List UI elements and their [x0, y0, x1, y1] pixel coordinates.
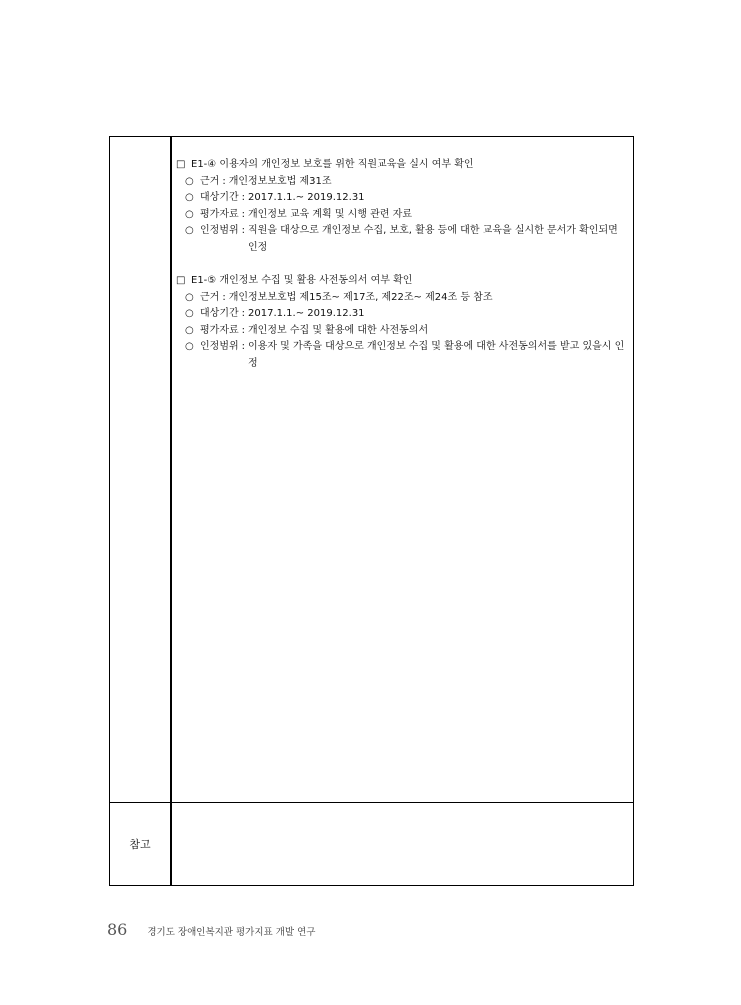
section-heading: [176, 157, 631, 174]
item-label: 인정범위: [200, 225, 239, 236]
item-value: 2017.1.1.~ 2019.12.31: [248, 192, 365, 203]
page-footer: [107, 920, 315, 939]
circle-bullet-icon: ○: [185, 192, 194, 203]
column-divider: [170, 137, 172, 885]
circle-bullet-icon: ○: [185, 175, 194, 187]
item-separator: :: [241, 208, 246, 220]
item-separator: :: [241, 308, 246, 319]
circle-bullet-icon: ○: [185, 341, 194, 352]
item-value: 개인정보보호법 제31조: [228, 175, 332, 187]
item-value: 직원을 대상으로 개인정보 수집, 보호, 활용 등에 대한 교육을 실시한 문서가 확인되면 인정: [248, 225, 618, 253]
item-value: 개인정보보호법 제15조~ 제17조, 제22조~ 제24조 등 참조: [228, 291, 493, 303]
document-title: 경기도 장애인복지관 평가지표 개발 연구: [147, 927, 316, 938]
section-e1-4: [176, 157, 631, 256]
circle-bullet-icon: ○: [185, 225, 194, 236]
square-bullet-icon: □: [176, 159, 186, 170]
item-separator: :: [241, 192, 246, 203]
item-value: 이용자 및 가족을 대상으로 개인정보 수집 및 활용에 대한 사전동의서를 받고 있을시 인정: [248, 341, 625, 369]
list-item: [176, 306, 631, 323]
circle-bullet-icon: ○: [185, 208, 194, 220]
item-label: 인정범위: [200, 341, 239, 352]
item-label: 대상기간: [200, 192, 239, 203]
item-value: 개인정보 교육 계획 및 시행 관련 자료: [248, 208, 412, 220]
content-cell: [176, 157, 631, 389]
item-value: 2017.1.1.~ 2019.12.31: [248, 308, 365, 319]
list-item: [176, 207, 631, 224]
circle-bullet-icon: ○: [185, 324, 194, 336]
item-separator: :: [241, 225, 246, 236]
item-separator: :: [222, 291, 226, 303]
square-bullet-icon: □: [176, 275, 186, 286]
circle-bullet-icon: ○: [185, 308, 194, 319]
section-heading: [176, 273, 631, 290]
item-label: 평가자료: [200, 324, 239, 336]
item-separator: :: [222, 175, 226, 187]
item-value: 개인정보 수집 및 활용에 대한 사전동의서: [248, 324, 429, 336]
circle-bullet-icon: ○: [185, 291, 194, 303]
section-e1-5: [176, 273, 631, 372]
item-separator: :: [241, 324, 246, 336]
item-label: 평가자료: [200, 208, 239, 220]
reference-label: 참고: [129, 838, 151, 851]
section-title: E1-⑤ 개인정보 수집 및 활용 사전동의서 여부 확인: [191, 275, 413, 286]
item-label: 근거: [200, 291, 220, 303]
row-divider: [110, 802, 633, 803]
page-number: 86: [107, 920, 128, 939]
list-item: [176, 174, 631, 191]
evaluation-table: [109, 136, 634, 886]
list-item: [176, 190, 631, 207]
item-separator: :: [241, 341, 246, 352]
list-item: [176, 223, 631, 256]
section-title: E1-④ 이용자의 개인정보 보호를 위한 직원교육을 실시 여부 확인: [191, 159, 474, 170]
list-item: [176, 323, 631, 340]
item-label: 대상기간: [200, 308, 239, 319]
list-item: [176, 339, 631, 372]
item-label: 근거: [200, 175, 220, 187]
list-item: [176, 290, 631, 307]
